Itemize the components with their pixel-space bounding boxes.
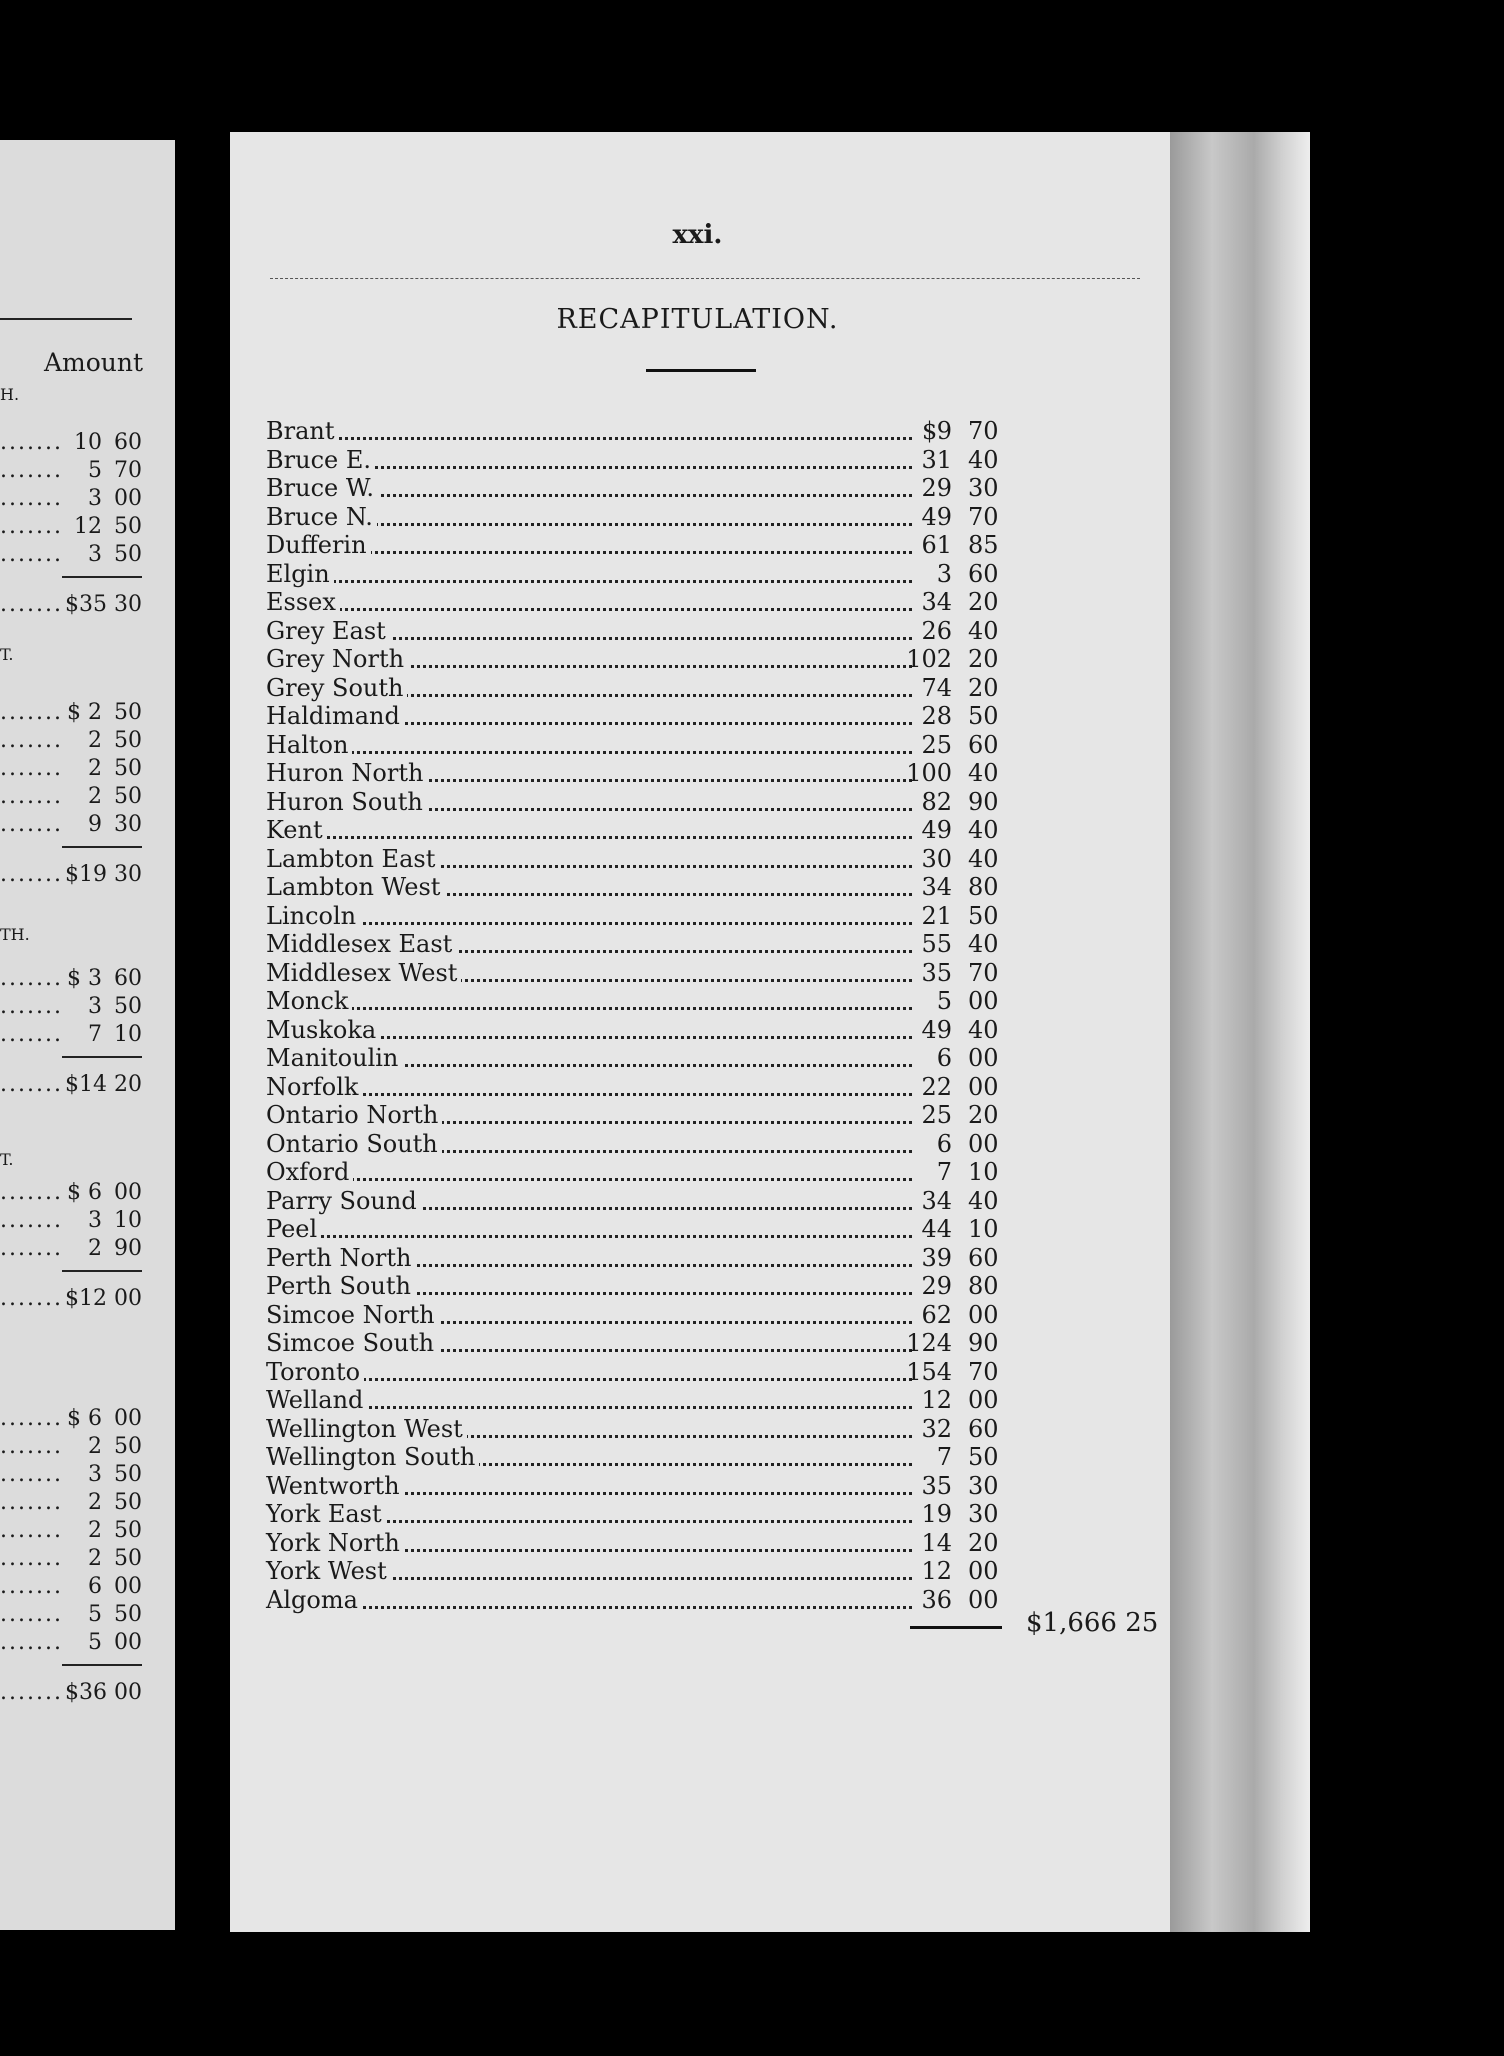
amount-dollars: 30 <box>921 844 952 873</box>
leader-dots: ....... <box>0 994 63 1019</box>
list-item <box>0 1546 150 1572</box>
amount-dollars: 25 <box>921 1101 952 1129</box>
amount-dollars: 14 <box>921 1528 952 1557</box>
amount-cents: 50 <box>968 702 999 730</box>
leader-dots: ....... <box>0 862 63 887</box>
county-name: Middlesex West <box>266 959 461 987</box>
list-item <box>0 1022 150 1048</box>
county-name: Grey North <box>266 645 408 673</box>
county-name: Algoma <box>266 1586 362 1614</box>
amount-dollars: 49 <box>921 502 952 531</box>
amount-cents: 20 <box>968 673 999 702</box>
amount-dollars: 3 <box>88 1462 102 1487</box>
county-name: Huron North <box>266 759 427 787</box>
amount-dollars: 34 <box>921 588 952 616</box>
amount-cents: 20 <box>968 1528 999 1557</box>
amount-dollars: 7 <box>936 1158 952 1186</box>
amount-dollars: 55 <box>921 930 952 958</box>
amount-dollars: 62 <box>921 1300 952 1329</box>
amount-dollars: 28 <box>921 702 952 730</box>
amount-cents: 30 <box>968 1471 999 1500</box>
subtotal-value: $14 20 <box>65 1072 142 1097</box>
county-name: Huron South <box>266 788 427 816</box>
amount-cents: 50 <box>968 901 999 930</box>
subtotal-value: $36 00 <box>65 1680 142 1705</box>
amount-column-header: Amount <box>44 348 144 377</box>
amount-cents: 00 <box>114 1630 142 1655</box>
county-name: Haldimand <box>266 702 404 730</box>
list-item <box>0 542 150 568</box>
total-rule <box>910 1626 1002 1629</box>
county-name: Wellington South <box>266 1443 479 1471</box>
amount-cents: 00 <box>114 1406 142 1431</box>
amount-cents: 00 <box>968 1300 999 1329</box>
county-name: Parry Sound <box>266 1187 421 1215</box>
amount-dollars: 2 <box>88 1236 102 1261</box>
leader-dots <box>266 1068 912 1096</box>
amount-cents: 00 <box>114 486 142 511</box>
list-item <box>0 514 150 540</box>
county-name: York West <box>266 1557 391 1585</box>
subtotal-row <box>0 862 150 888</box>
leader-dots: ....... <box>0 458 63 483</box>
amount-cents: 00 <box>968 1129 999 1158</box>
amount-dollars: 34 <box>921 1186 952 1215</box>
county-name: Monck <box>266 987 352 1015</box>
amount-dollars: 100 <box>906 759 952 787</box>
amount-dollars: 5 <box>88 1630 102 1655</box>
leader-dots: ....... <box>0 1490 63 1515</box>
amount-dollars: 12 <box>74 514 102 539</box>
county-name: Lincoln <box>266 902 360 930</box>
list-item <box>0 784 150 810</box>
leader-dots: ....... <box>0 1546 63 1571</box>
list-item <box>0 1490 150 1516</box>
amount-dollars: 32 <box>921 1414 952 1443</box>
amount-dollars: $ 3 <box>67 966 102 991</box>
document-page <box>230 132 1310 1932</box>
leader-dots: ....... <box>0 1434 63 1459</box>
list-item <box>0 994 150 1020</box>
county-name: Muskoka <box>266 1016 380 1044</box>
grand-total: $1,666 25 <box>1026 1608 1159 1638</box>
amount-dollars: 3 <box>88 486 102 511</box>
county-name: York North <box>266 1529 404 1557</box>
county-name: Essex <box>266 588 340 616</box>
amount-cents: 60 <box>968 559 999 588</box>
amount-dollars: 61 <box>921 531 952 559</box>
list-item <box>0 458 150 484</box>
leader-dots <box>266 726 912 754</box>
header-rule <box>270 278 1140 279</box>
amount-cents: 40 <box>968 445 999 474</box>
leader-dots: ....... <box>0 1208 63 1233</box>
subtotal-row <box>0 1286 150 1312</box>
list-item <box>0 1602 150 1628</box>
amount-cents: 80 <box>968 873 999 901</box>
amount-dollars: 5 <box>936 987 952 1015</box>
list-item <box>0 1208 150 1234</box>
amount-cents: 50 <box>114 542 142 567</box>
page-edge <box>1170 132 1310 1932</box>
subtotal-rule <box>62 1270 142 1272</box>
amount-cents: 10 <box>968 1158 999 1186</box>
subtotal-value: $35 30 <box>65 592 142 617</box>
county-name: Simcoe South <box>266 1329 438 1357</box>
amount-cents: 20 <box>968 645 999 673</box>
amount-dollars: 102 <box>906 645 952 673</box>
amount-dollars: 35 <box>921 1471 952 1500</box>
list-item <box>0 728 150 754</box>
amount-cents: 50 <box>114 700 142 725</box>
column-heading-fragment: H. <box>0 385 20 404</box>
amount-cents: 70 <box>968 1357 999 1386</box>
amount-dollars: 49 <box>921 816 952 844</box>
amount-dollars: $ 6 <box>67 1406 102 1431</box>
amount-cents: 00 <box>968 1557 999 1585</box>
amount-cents: 50 <box>114 1490 142 1515</box>
amount-dollars: 25 <box>921 730 952 759</box>
amount-dollars: $ 2 <box>67 700 102 725</box>
county-name: Elgin <box>266 560 334 588</box>
column-heading-fragment: T. <box>0 645 14 664</box>
county-name: York East <box>266 1500 386 1528</box>
amount-cents: 50 <box>114 784 142 809</box>
amount-cents: 60 <box>968 1414 999 1443</box>
county-name: Toronto <box>266 1358 364 1386</box>
dollar-sign: $ <box>922 417 938 445</box>
amount-cents: 40 <box>968 1186 999 1215</box>
amount-cents: 50 <box>114 728 142 753</box>
list-item <box>0 1434 150 1460</box>
title-underline <box>646 369 756 372</box>
amount-cents: 70 <box>968 502 999 531</box>
amount-cents: 20 <box>968 1101 999 1129</box>
leader-dots: ....... <box>0 1022 63 1047</box>
amount-cents: 30 <box>968 1500 999 1528</box>
list-item <box>0 700 150 726</box>
amount-dollars: 2 <box>88 1490 102 1515</box>
subtotal-rule <box>62 576 142 578</box>
column-heading-fragment: T. <box>0 1150 14 1169</box>
county-name: Wellington West <box>266 1415 467 1443</box>
list-item <box>0 1574 150 1600</box>
county-name: Oxford <box>266 1158 353 1186</box>
amount-cents: 70 <box>968 958 999 987</box>
subtotal-rule <box>62 1056 142 1058</box>
leader-dots <box>266 982 912 1010</box>
amount-dollars: 2 <box>88 728 102 753</box>
leader-dots: ....... <box>0 1602 63 1627</box>
list-item <box>0 966 150 992</box>
amount-cents: 00 <box>968 1044 999 1072</box>
amount-cents: 90 <box>114 1236 142 1261</box>
previous-page-fragment <box>0 140 175 1930</box>
list-item <box>0 1462 150 1488</box>
amount-cents: 70 <box>114 458 142 483</box>
county-name: Bruce E. <box>266 446 375 474</box>
county-name: Norfolk <box>266 1073 362 1101</box>
amount-cents: 40 <box>968 759 999 787</box>
leader-dots <box>266 555 912 583</box>
amount-dollars: 21 <box>921 901 952 930</box>
amount-cents: 50 <box>114 514 142 539</box>
leader-dots: ....... <box>0 966 63 991</box>
leader-dots <box>266 897 912 925</box>
amount-dollars: $ 6 <box>67 1180 102 1205</box>
page-title: RECAPITULATION. <box>556 304 839 335</box>
leader-dots: ....... <box>0 1406 63 1431</box>
amount-cents: 80 <box>968 1272 999 1300</box>
leader-dots: ....... <box>0 1630 63 1655</box>
leader-dots <box>266 1581 912 1609</box>
county-name: Grey East <box>266 617 390 645</box>
amount-dollars: 36 <box>921 1585 952 1614</box>
amount-dollars: 29 <box>921 474 952 502</box>
amount-dollars: 49 <box>921 1015 952 1044</box>
leader-dots: ....... <box>0 1462 63 1487</box>
leader-dots <box>266 811 912 839</box>
amount-dollars: 7 <box>936 1443 952 1471</box>
amount-dollars: 7 <box>88 1022 102 1047</box>
county-name: Middlesex East <box>266 930 456 958</box>
amount-dollars: 39 <box>921 1243 952 1272</box>
leader-dots <box>266 583 912 611</box>
amount-cents: 40 <box>968 616 999 645</box>
amount-cents: 50 <box>114 1434 142 1459</box>
subtotal-row <box>0 1680 150 1706</box>
amount-cents: 40 <box>968 1015 999 1044</box>
amount-cents: 10 <box>114 1022 142 1047</box>
leader-dots <box>266 412 912 440</box>
leader-dots: ....... <box>0 812 63 837</box>
subtotal-row <box>0 1072 150 1098</box>
leader-dots: ....... <box>0 486 63 511</box>
amount-cents: 20 <box>968 588 999 616</box>
amount-dollars: 5 <box>88 1602 102 1627</box>
county-name: Grey South <box>266 674 407 702</box>
subtotal-rule <box>62 1664 142 1666</box>
amount-dollars: 10 <box>74 430 102 455</box>
county-name: Welland <box>266 1386 367 1414</box>
list-item <box>0 756 150 782</box>
list-item <box>0 1406 150 1432</box>
leader-dots: ....... <box>0 1680 63 1705</box>
amount-dollars: 31 <box>921 445 952 474</box>
county-name: Wentworth <box>266 1472 404 1500</box>
column-heading-fragment: TH. <box>0 925 30 944</box>
amount-cents: 85 <box>968 531 999 559</box>
leader-dots: ....... <box>0 728 63 753</box>
amount-cents: 50 <box>114 994 142 1019</box>
county-name: Halton <box>266 731 352 759</box>
leader-dots: ....... <box>0 1180 63 1205</box>
list-item <box>0 1180 150 1206</box>
county-name: Peel <box>266 1215 321 1243</box>
amount-dollars: 6 <box>936 1044 952 1072</box>
amount-dollars: 6 <box>88 1574 102 1599</box>
leader-dots: ....... <box>0 1236 63 1261</box>
amount-dollars: 154 <box>906 1357 952 1386</box>
amount-dollars: 3 <box>88 1208 102 1233</box>
list-item <box>0 430 150 456</box>
leader-dots: ....... <box>0 1574 63 1599</box>
amount-cents: 50 <box>114 756 142 781</box>
county-name: Ontario South <box>266 1130 442 1158</box>
amount-cents: 30 <box>968 474 999 502</box>
amount-dollars: 34 <box>921 873 952 901</box>
county-name: Brant <box>266 417 339 445</box>
amount-dollars: 12 <box>921 1386 952 1414</box>
amount-dollars: 2 <box>88 1546 102 1571</box>
amount-dollars: 5 <box>88 458 102 483</box>
amount-cents: 00 <box>968 1386 999 1414</box>
leader-dots: ....... <box>0 1286 63 1311</box>
leader-dots: ....... <box>0 756 63 781</box>
amount-cents: 30 <box>114 812 142 837</box>
amount-dollars: 22 <box>921 1072 952 1101</box>
header-rule <box>0 318 132 320</box>
subtotal-rule <box>62 846 142 848</box>
amount-cents: 40 <box>968 844 999 873</box>
list-item <box>0 486 150 512</box>
subtotal-value: $19 30 <box>65 862 142 887</box>
county-name: Kent <box>266 816 327 844</box>
table-row <box>266 1586 1006 1614</box>
county-name: Perth North <box>266 1244 416 1272</box>
county-name: Bruce N. <box>266 503 377 531</box>
amount-cents: 10 <box>114 1208 142 1233</box>
amount-cents: 60 <box>114 430 142 455</box>
county-name: Simcoe North <box>266 1301 439 1329</box>
amount-cents: 00 <box>968 1072 999 1101</box>
amount-cents: 50 <box>114 1462 142 1487</box>
amount-dollars: 82 <box>921 787 952 816</box>
county-name: Manitoulin <box>266 1044 402 1072</box>
amount-cents: 10 <box>968 1215 999 1243</box>
amount-cents: 60 <box>968 730 999 759</box>
amount-dollars: 9 <box>88 812 102 837</box>
county-name: Perth South <box>266 1272 415 1300</box>
amount-dollars: 2 <box>88 756 102 781</box>
amount-dollars: 26 <box>921 616 952 645</box>
county-name: Lambton East <box>266 845 439 873</box>
amount-cents: 60 <box>968 1243 999 1272</box>
amount-dollars: 3 <box>936 559 952 588</box>
leader-dots: ....... <box>0 1072 63 1097</box>
amount-dollars: 6 <box>936 1129 952 1158</box>
leader-dots <box>266 1210 912 1238</box>
list-item <box>0 1630 150 1656</box>
leader-dots: ....... <box>0 592 63 617</box>
leader-dots: ....... <box>0 542 63 567</box>
amount-cents: 40 <box>968 930 999 958</box>
leader-dots <box>266 1153 912 1181</box>
amount-cents: 00 <box>114 1574 142 1599</box>
amount-dollars: 29 <box>921 1272 952 1300</box>
subtotal-value: $12 00 <box>65 1286 142 1311</box>
county-name: Ontario North <box>266 1101 442 1129</box>
amount-cents: 50 <box>114 1546 142 1571</box>
leader-dots: ....... <box>0 514 63 539</box>
amount-cents: 60 <box>114 966 142 991</box>
county-name: Lambton West <box>266 873 444 901</box>
amount-cents: 00 <box>114 1180 142 1205</box>
amount-dollars: 9 <box>936 417 952 445</box>
county-name: Dufferin <box>266 531 371 559</box>
amount-cents: 90 <box>968 787 999 816</box>
amount-dollars: 3 <box>88 542 102 567</box>
amount-cents: 70 <box>968 417 999 445</box>
list-item <box>0 1518 150 1544</box>
page-number: xxi. <box>672 220 723 250</box>
amount-dollars: 2 <box>88 1434 102 1459</box>
amount-cents: 50 <box>114 1602 142 1627</box>
amount-cents: 50 <box>968 1443 999 1471</box>
leader-dots: ....... <box>0 784 63 809</box>
amount-dollars: 74 <box>921 673 952 702</box>
amount-cents: 00 <box>968 987 999 1015</box>
amount-cents: 50 <box>114 1518 142 1543</box>
leader-dots: ....... <box>0 430 63 455</box>
amount-cents: 90 <box>968 1329 999 1357</box>
amount-cents: 40 <box>968 816 999 844</box>
amount-dollars: 19 <box>921 1500 952 1528</box>
amount-cents: 00 <box>968 1585 999 1614</box>
amount-dollars: 3 <box>88 994 102 1019</box>
amount-dollars: 35 <box>921 958 952 987</box>
leader-dots: ....... <box>0 700 63 725</box>
list-item <box>0 1236 150 1262</box>
amount-dollars: 124 <box>906 1329 952 1357</box>
county-name: Bruce W. <box>266 474 378 502</box>
list-item <box>0 812 150 838</box>
amount-dollars: 2 <box>88 1518 102 1543</box>
leader-dots: ....... <box>0 1518 63 1543</box>
amount-dollars: 44 <box>921 1215 952 1243</box>
subtotal-row <box>0 592 150 618</box>
amount-dollars: 12 <box>921 1557 952 1585</box>
amount-dollars: 2 <box>88 784 102 809</box>
